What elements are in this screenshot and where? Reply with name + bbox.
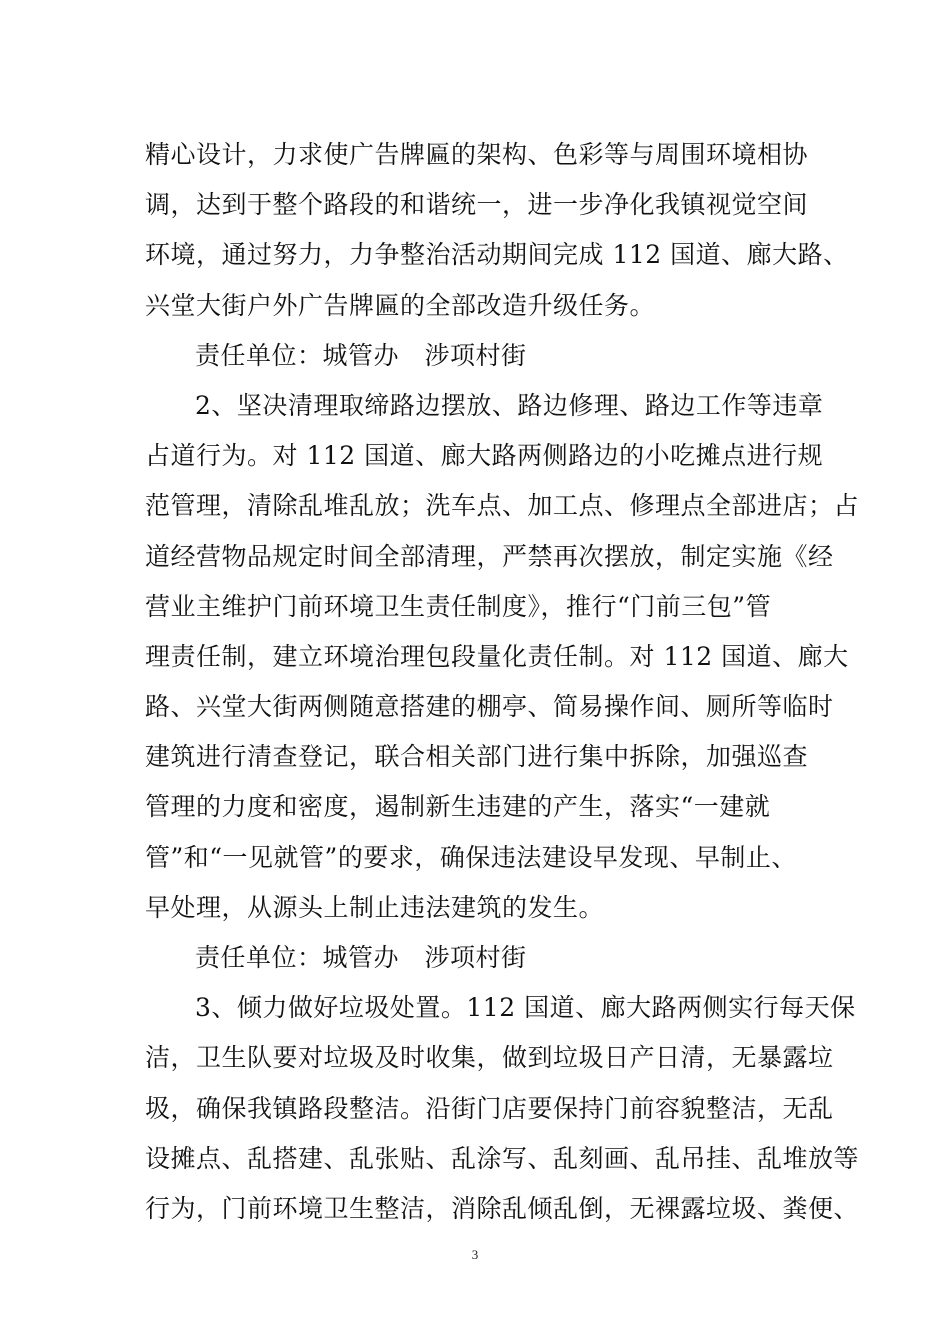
text-line: 道经营物品规定时间全部清理，严禁再次摆放，制定实施《经 [145, 541, 834, 571]
text-line: 设摊点、乱搭建、乱张贴、乱涂写、乱刻画、乱吊挂、乱堆放等 [145, 1143, 860, 1173]
paragraph-start-line: 3、倾力做好垃圾处置。112 国道、廊大路两侧实行每天保 [195, 993, 856, 1023]
text-line: 调，达到于整个路段的和谐统一，进一步净化我镇视觉空间 [145, 190, 809, 220]
text-line: 理责任制，建立环境治理包段量化责任制。对 112 国道、廊大 [145, 641, 849, 671]
text-line: 行为，门前环境卫生整洁，消除乱倾乱倒，无裸露垃圾、粪便、 [145, 1193, 860, 1223]
text-line: 范管理，清除乱堆乱放；洗车点、加工点、修理点全部进店；占 [145, 491, 860, 521]
text-line: 建筑进行清查登记，联合相关部门进行集中拆除，加强巡查 [145, 742, 809, 772]
text-line: 圾，确保我镇路段整洁。沿街门店要保持门前容貌整洁，无乱 [145, 1093, 834, 1123]
paragraph-start-line: 2、坚决清理取缔路边摆放、路边修理、路边工作等违章 [195, 390, 824, 420]
text-line: 精心设计，力求使广告牌匾的架构、色彩等与周围环境相协 [145, 140, 809, 169]
text-line: 兴堂大街户外广告牌匾的全部改造升级任务。 [145, 290, 656, 320]
text-line: 环境，通过努力，力争整治活动期间完成 112 国道、廊大路、 [145, 240, 849, 270]
text-line: 占道行为。对 112 国道、廊大路两侧路边的小吃摊点进行规 [145, 441, 824, 471]
responsible-unit-line: 责任单位：城管办 涉项村街 [195, 340, 527, 370]
text-line: 早处理，从源头上制止违法建筑的发生。 [145, 892, 605, 922]
text-line: 洁，卫生队要对垃圾及时收集，做到垃圾日产日清，无暴露垃 [145, 1043, 834, 1073]
page-number: 3 [471, 1247, 479, 1262]
text-line: 管理的力度和密度，遏制新生违建的产生，落实“一建就 [145, 792, 771, 822]
text-line: 营业主维护门前环境卫生责任制度》，推行“门前三包”管 [145, 591, 772, 621]
responsible-unit-line: 责任单位：城管办 涉项村街 [195, 943, 527, 972]
text-line: 管”和“一见就管”的要求，确保违法建设早发现、早制止、 [145, 842, 797, 872]
document-body [145, 130, 860, 1234]
text-line: 路、兴堂大街两侧随意搭建的棚亭、简易操作间、厕所等临时 [145, 692, 834, 722]
